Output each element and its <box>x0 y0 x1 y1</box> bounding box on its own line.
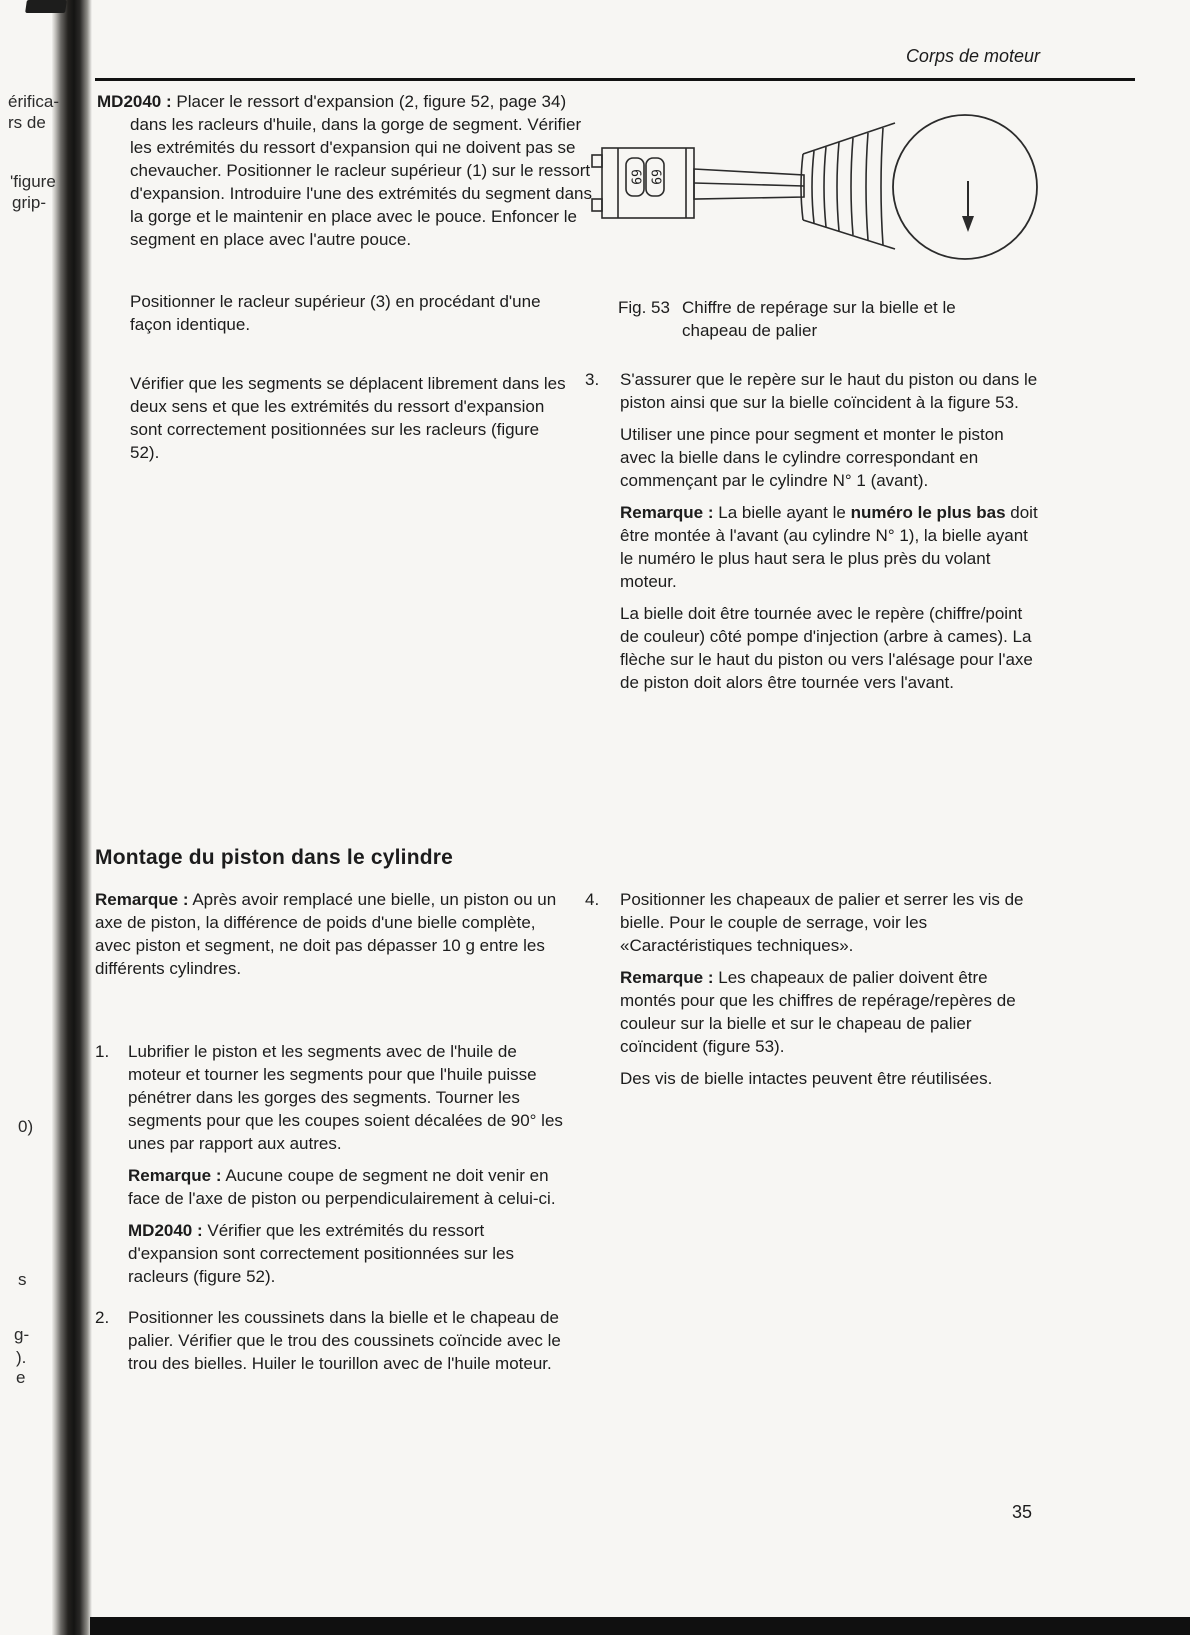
remarque-text-before: La bielle ayant le <box>718 503 851 522</box>
margin-fragment: grip- <box>12 193 47 212</box>
margin-fragment: 0) <box>18 1117 34 1136</box>
remarque-text-after: doit être montée à l'avant (au cylindre N° 1), la bielle ayant le numéro le plus haut sera le plus près du volant moteur. <box>620 503 1038 591</box>
list-item-3 <box>585 368 1040 694</box>
item-1-number: 1. <box>95 1042 110 1061</box>
remarque-label: Remarque : <box>620 503 714 522</box>
md2040-text: Placer le ressort d'expansion (2, figure 52, page 34) dans les racleurs d'huile, dans la gorge de segment. Vérifier les extrémités du ressort d'expansion qui ne doivent pas se chevaucher. Positionner le racleur supérieur (1) sur le ressort d'expansion. Introduire l'une des extrémités du segment dans la gorge et le maintenir en place avec le pouce. Enfoncer le segment en place avec l'autre pouce. <box>130 92 592 249</box>
item-3-text: S'assurer que le repère sur le haut du piston ou dans le piston ainsi que sur la bielle coïncident à la figure 53. <box>620 370 1038 412</box>
item-3-number: 3. <box>585 370 600 389</box>
ring-groove <box>866 133 868 240</box>
scan-artifact-bottom-bar <box>90 1617 1190 1635</box>
item-3-remarque <box>620 501 1040 593</box>
scan-artifact-top <box>25 0 67 13</box>
bolt-boss-top <box>592 155 602 167</box>
piston-crown <box>893 115 1037 259</box>
md2040-text: Vérifier que les extrémités du ressort d'expansion sont correctement positionnées sur les racleurs (figure 52). <box>128 1221 514 1286</box>
item-3-para-orientation: La bielle doit être tournée avec le repère (chiffre/point de couleur) côté pompe d'injection (arbre à cames). La flèche sur le haut du piston ou vers l'alésage pour l'axe de piston doit alors être tournée vers l'avant. <box>620 604 1033 692</box>
item-4-text: Positionner les chapeaux de palier et serrer les vis de bielle. Pour le couple de serrage, voir les «Caractéristiques techniques». <box>620 890 1024 955</box>
ring-groove <box>851 138 853 235</box>
running-header: Corps de moteur <box>905 46 1040 66</box>
item-2-number: 2. <box>95 1308 110 1327</box>
md2040-label: MD2040 : <box>97 92 172 111</box>
item-3-para-pince: Utiliser une pince pour segment et monter le piston avec la bielle dans le cylindre correspondant en commençant par le cylindre N° 1 (avant). <box>620 425 1004 490</box>
item-2-text: Positionner les coussinets dans la bielle et le chapeau de palier. Vérifier que le trou des coussinets coïncide avec le trou des bielles. Huiler le tourillon avec de l'huile moteur. <box>128 1308 561 1373</box>
ring-groove <box>837 142 839 231</box>
ring-groove <box>824 147 826 227</box>
item-1-md2040 <box>128 1219 567 1288</box>
paragraph-remarque-poids <box>95 888 567 980</box>
item-4-remarque <box>620 966 1040 1058</box>
list-item-4 <box>585 888 1040 1090</box>
item-1-remarque <box>128 1164 567 1210</box>
stamp-number-right: 69 <box>647 169 663 185</box>
list-item-1 <box>95 1040 567 1288</box>
page-number: 35 <box>1012 1502 1033 1522</box>
bolt-boss-bottom <box>592 199 602 211</box>
item-4-para-vis: Des vis de bielle intactes peuvent être réutilisées. <box>620 1069 993 1088</box>
header-rule <box>95 78 1135 81</box>
ring-belt-left <box>801 154 803 220</box>
remarque-label: Remarque : <box>620 968 714 987</box>
paragraph-verifier-segments: Vérifier que les segments se déplacent librement dans les deux sens et que les extrémités du ressort d'expansion sont correctement positionnées sur les racleurs (figure 52). <box>130 374 566 462</box>
section-heading: Montage du piston dans le cylindre <box>95 846 454 869</box>
ring-groove <box>881 128 883 245</box>
margin-fragment: s <box>18 1270 27 1289</box>
remarque-text: Après avoir remplacé une bielle, un piston ou un axe de piston, la différence de poids d'une bielle complète, avec piston et segment, ne doit pas dépasser 10 g entre les différents cylindres. <box>95 890 557 978</box>
list-item-2 <box>95 1306 567 1375</box>
margin-fragment: e <box>16 1368 26 1387</box>
remarque-text: Aucune coupe de segment ne doit venir en face de l'axe de piston ou perpendiculairement à celui-ci. <box>128 1166 556 1208</box>
md2040-label: MD2040 : <box>128 1221 203 1240</box>
margin-fragment: g- <box>14 1325 30 1344</box>
paragraph-md2040 <box>97 90 592 251</box>
margin-fragment: rs de <box>8 113 46 132</box>
margin-fragment: ). <box>16 1348 27 1367</box>
remarque-label: Remarque : <box>95 890 189 909</box>
stamp-number-left: 69 <box>627 169 643 185</box>
ring-groove <box>812 151 814 223</box>
remarque-bold-phrase: numéro le plus bas <box>850 503 1006 522</box>
item-1-text: Lubrifier le piston et les segments avec de l'huile de moteur et tourner les segments pour que l'huile puisse pénétrer dans les gorges des segments. Tourner les segments pour que les coupes soient décalées de 90° les unes par rapport aux autres. <box>128 1042 563 1153</box>
figure-caption-label: Fig. 53 <box>618 298 670 317</box>
figure-caption-text: Chiffre de repérage sur la bielle et le chapeau de palier <box>682 298 956 340</box>
figure-caption <box>618 296 1038 342</box>
piston-connecting-rod-figure <box>588 96 1043 286</box>
binding-gutter <box>52 0 92 1635</box>
paragraph-racleur-superieur: Positionner le racleur supérieur (3) en procédant d'une façon identique. <box>130 292 541 334</box>
margin-fragment: érifica- <box>8 92 60 111</box>
remarque-label: Remarque : <box>128 1166 222 1185</box>
margin-fragment: 'figure <box>10 172 56 191</box>
remarque-text: Les chapeaux de palier doivent être montés pour que les chiffres de repérage/repères de couleur sur la bielle et sur le chapeau de palier coïncident (figure 53). <box>620 968 1016 1056</box>
item-4-number: 4. <box>585 890 600 909</box>
